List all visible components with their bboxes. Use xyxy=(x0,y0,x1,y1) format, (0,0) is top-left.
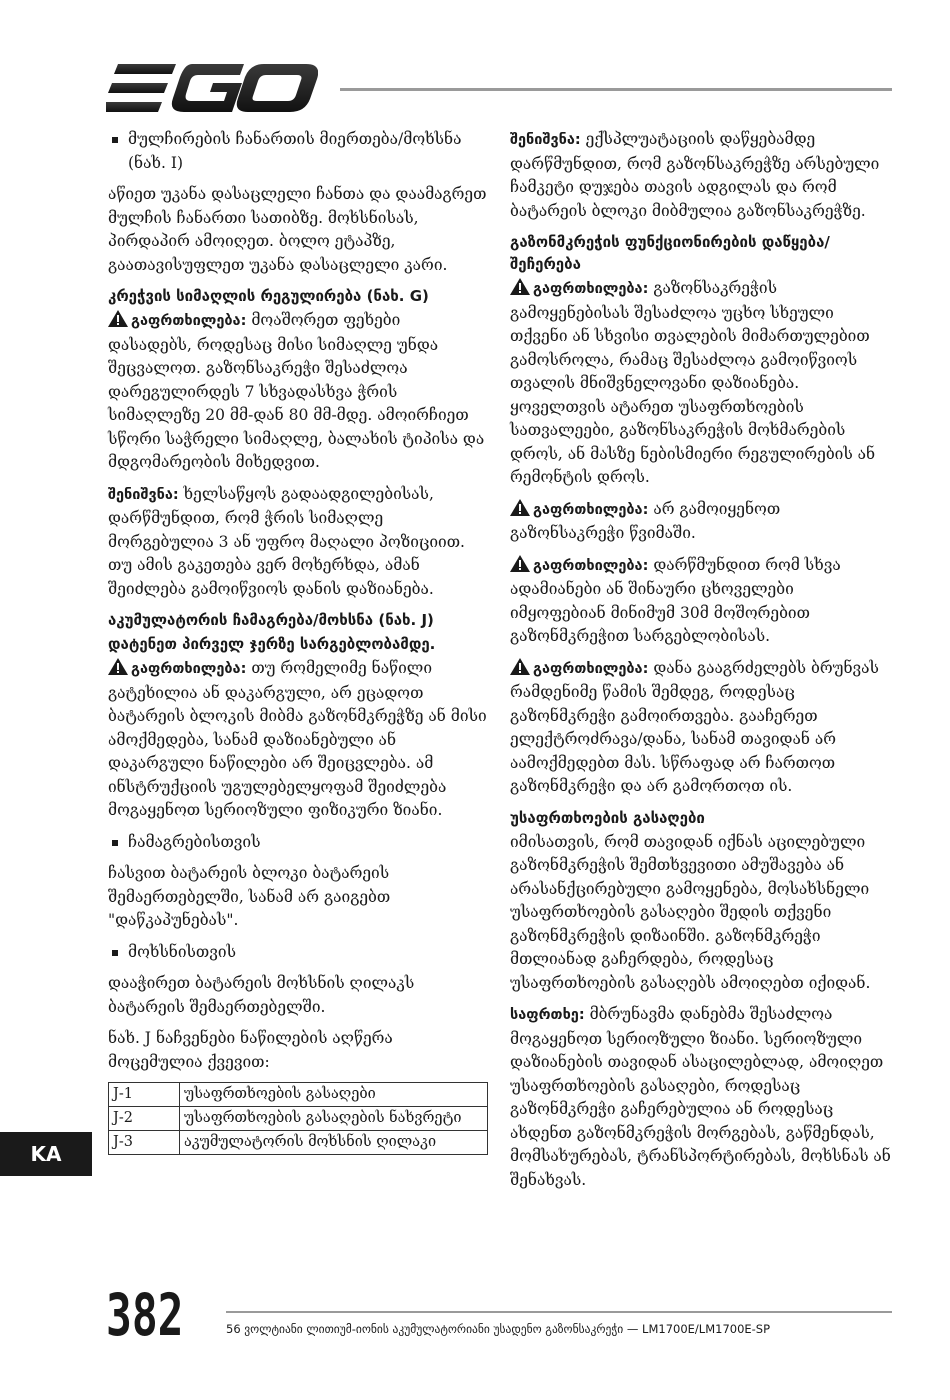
table-row xyxy=(109,1131,488,1155)
footer-text: 56 ვოლტიანი ლითიუმ-იონის აკუმულატორიანი უსადენო გაზონსაკრეჭი — LM1700E/LM1700E-SP xyxy=(226,1322,771,1336)
warning-label: გაფრთხილება: xyxy=(533,557,649,574)
warning-icon xyxy=(510,658,530,675)
warning-text: მოაშორეთ ფეხები დასადებს, როდესაც მისი სიმაღლე უნდა შეცვალოთ. გაზონსაკრეჭი შესაძლოა დარეგულირდეს 7 სხვადასხვა ჭრის სიმაღლეზე 20 მმ-დან 80 მმ-მდე. ამოირჩიეთ სწორი საჭრელი სიმაღლე, ბალახის ტიპისა და მდგომარეობის მიხედვით. xyxy=(108,311,485,471)
heading-safety-key: უსაფრთხოების გასაღები xyxy=(510,808,705,827)
heading-battery: აკუმულატორის ჩამაგრება/მოხსნა (ნახ. J) xyxy=(108,611,434,629)
warning-label: გაფრთხილება: xyxy=(131,313,247,329)
note-text: ექსპლუატაციის დაწყებამდე დარწმუნდით, რომ გაზონსაკრეჭზე არსებული ჩამკეტი დუჯება თავის ადგილას და რომ ბატარეის ბლოკი მიბმულია გაზონსაკრეჭზე. xyxy=(510,130,880,220)
note-text: ხელსაწყოს გადაადგილებისას, დარწმუნდით, რომ ჭრის სიმაღლე მორგებულია 3 ან უფრო მაღალი პოზიციით. თუ ამის გაკეთება ვერ მოხერხდა, ამან შეიძლება გამოიწვიოს დანის დაზიანება. xyxy=(108,484,465,598)
header-rule xyxy=(340,88,892,91)
ego-logo xyxy=(106,62,318,114)
warning-text: გაზონსაკრეჭის გამოყენებისას შესაძლოა უცხო სხეული თქვენი ან სხვისი თვალების მიმართულებით გამოსროლა, რამაც შესაძლოა გამოიწვიოს თვალის მნიშვნელოვანი დაზიანება. ყოველთვის ატარეთ უსაფრთხოების სათვალეები, გაზონსაკრეჭის მოხმარების დროს, ან მასზე ნებისმიერი რეგულირების ან რემონტის დროს. xyxy=(510,279,876,486)
note-label: შენიშვნა: xyxy=(510,132,581,148)
paragraph-safety-key: იმისათვის, რომ თავიდან იქნას აცილებული გაზონმკრეჭის შემთხვევითი ამუშავება ან არასანქცირებული გამოყენება, მოსახსნელი უსაფრთხოების გასაღები შედის თქვენი გაზონმკრეჭის დიზაინში. გაზონმკრეჭი მთლიანად გაჩერდება, როდესაც უსაფრთხოების გასაღებს ამოიღებთ იქიდან. xyxy=(510,832,871,992)
bullet-mulching-insert: მულჩირების ჩანართის მიერთება/მოხსნა (ნახ. I) xyxy=(108,128,488,175)
warning-text: თუ რომელიმე ნაწილი გატეხილია ან დაკარგული, არ ეცადოთ ბატარეის ბლოკის მიბმა გაზონმკრეჭზე ან მისი ამოქმედება, სანამ დაზიანებული ან დაკარგული ნაწილები არ შეიცვლება. ამ ინსტრუქციის უგულებელყოფამ შეიძლება მოგაყენოთ სერიოზული ფიზიკური ზიანი. xyxy=(108,659,487,819)
heading-charge-first: დატენეთ პირველ ჯერზე სარგებლობამდე. xyxy=(108,635,436,653)
warning-icon xyxy=(510,278,530,295)
note-transport xyxy=(108,483,488,602)
warning-label: გაფრთხილება: xyxy=(533,281,649,297)
language-tab: KA xyxy=(0,1132,92,1176)
warning-icon xyxy=(108,658,128,675)
part-code: J-2 xyxy=(109,1107,180,1131)
danger-blades xyxy=(510,1003,894,1192)
part-code: J-1 xyxy=(109,1083,180,1107)
heading-start-stop: გაზონმკრეჭის ფუნქციონირების დაწყება/შეჩერება xyxy=(510,233,830,273)
bullet-remove: მოხსნისთვის xyxy=(108,941,488,965)
warning-label: გაფრთხილება: xyxy=(533,660,649,677)
warning-eye-protection xyxy=(510,277,894,490)
page-number: 382 xyxy=(106,1281,184,1349)
part-desc: უსაფრთხოების გასაღების ნახვრეტი xyxy=(180,1107,488,1131)
left-column xyxy=(108,128,488,1155)
note-label: შენიშვნა: xyxy=(108,486,179,503)
warning-text: დარწმუნდით რომ სხვა ადამიანები ან შინაური ცხოველები იმყოფებიან მინიმუმ 30მ მოშორებით გაზონმკრეჭით სარგებლობისას. xyxy=(510,555,841,645)
paragraph-figure-j: ნახ. J ნაჩვენები ნაწილების აღწერა მოცემულია ქვევით: xyxy=(108,1029,393,1071)
note-before-use xyxy=(510,128,894,223)
paragraph-install: ჩასვით ბატარეის ბლოკი ბატარეის შემაერთებელში, სანამ არ გაიგებთ "დაწკაპუნებას". xyxy=(108,864,391,929)
warning-label: გაფრთხილება: xyxy=(131,661,247,677)
heading-cutting-height: კრეჭვის სიმაღლის რეგულირება (ნახ. G) xyxy=(108,287,429,305)
table-row xyxy=(109,1107,488,1131)
warning-icon xyxy=(108,310,128,327)
footer-rule xyxy=(226,1311,892,1313)
part-desc: უსაფრთხოების გასაღები xyxy=(180,1083,488,1107)
warning-blade-coast xyxy=(510,657,894,799)
warning-battery xyxy=(108,657,488,823)
right-column xyxy=(510,128,894,1200)
warning-label: გაფრთხილება: xyxy=(533,501,649,518)
bullet-install: ჩამაგრებისთვის xyxy=(108,831,488,855)
warning-icon xyxy=(510,555,530,572)
warning-rain xyxy=(510,498,894,546)
danger-label: საფრთხე: xyxy=(510,1007,585,1023)
table-row xyxy=(109,1083,488,1107)
part-code: J-3 xyxy=(109,1131,180,1155)
warning-cutting-height xyxy=(108,309,488,475)
warning-text: დანა გააგრძელებს ბრუნვას რამდენიმე წამის შემდეგ, როდესაც გაზონმკრეჭი გამოირთვება. გააჩერეთ ელექტროძრავა/დანა, სანამ თავიდან არ აამოქმედებთ მას. სწრაფად არ ჩართოთ გაზონმკრეჭი და არ გამორთოთ ის. xyxy=(510,658,879,795)
warning-text: არ გამოიყენოთ გაზონსაკრეჭი წვიმაში. xyxy=(510,499,781,542)
warning-icon xyxy=(510,499,530,516)
warning-bystanders xyxy=(510,554,894,649)
paragraph-remove: დააჭირეთ ბატარეის მოხსნის ღილაკს ბატარეის შემაერთებელში. xyxy=(108,974,415,1016)
parts-table xyxy=(108,1082,488,1155)
paragraph-mulching: აწიეთ უკანა დასაცლელი ჩანთა და დაამაგრეთ მულჩის ჩანართი სათიბზე. მოხსნისას, პირდაპირ ამოიღეთ. ბოლო ეტაპზე, გაათავისუფლეთ უკანა დასაცლელი კარი. xyxy=(108,185,487,274)
danger-text: მბრუნავმა დანებმა შესაძლოა მოგაყენოთ სერიოზული ზიანი. სერიოზული დაზიანების თავიდან ასაცილებლად, ამოიღეთ უსაფრთხოების გასაღები, როდესაც გაზონმკრეჭი გაჩერებულია ან როდესაც ახდენთ გაზონმკრეჭის მორგებას, გაწმენდას, მომსახურებას, ტრანსპორტირებას, მოხსნას ან შენახვას. xyxy=(510,1005,891,1189)
part-desc: აკუმულატორის მოხსნის ღილაკი xyxy=(180,1131,488,1155)
